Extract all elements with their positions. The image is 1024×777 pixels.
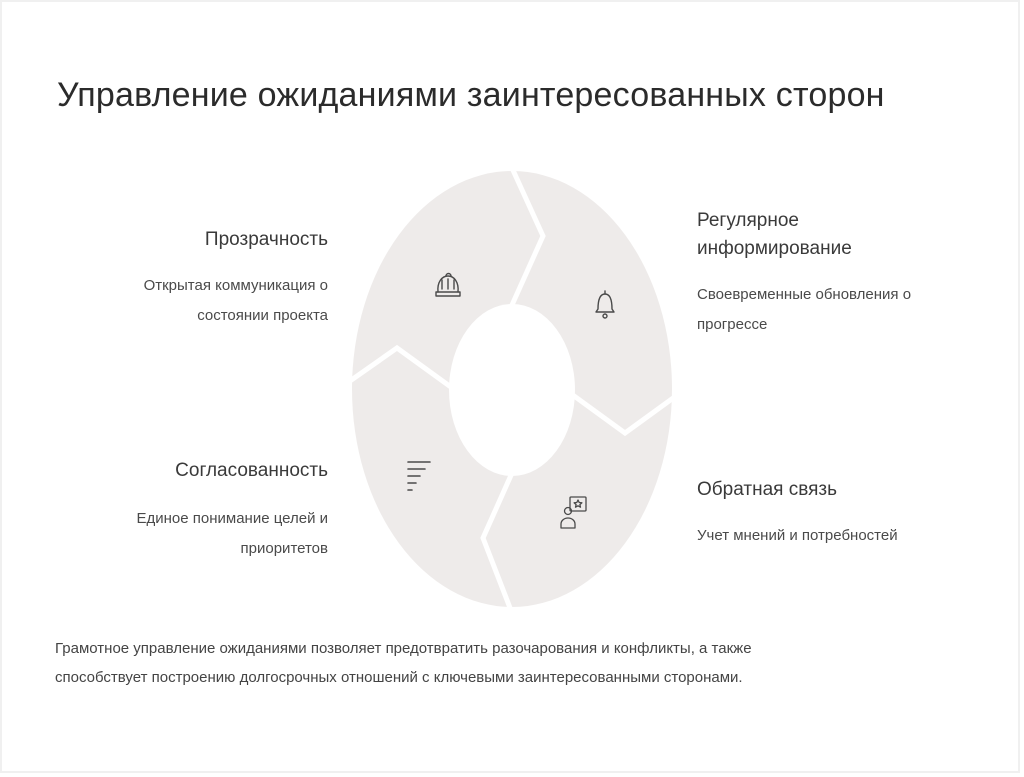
informing-heading-line1: Регулярное xyxy=(697,210,799,231)
transparency-desc-line1: Открытая коммуникация о xyxy=(143,277,328,294)
transparency-heading: Прозрачность xyxy=(204,229,328,250)
summary-text xyxy=(55,634,955,692)
alignment-heading: Согласованность xyxy=(175,460,328,481)
block-transparency xyxy=(80,226,328,331)
summary-line1: Грамотное управление ожиданиями позволяет предотвратить разочарования и конфликты, а также xyxy=(55,640,752,657)
block-informing xyxy=(697,207,997,340)
transparency-desc-line2: состоянии проекта xyxy=(197,307,328,324)
informing-desc-line1: Своевременные обновления о xyxy=(697,286,912,303)
feedback-heading: Обратная связь xyxy=(697,479,837,500)
block-alignment xyxy=(80,457,328,564)
cycle-diagram xyxy=(340,168,680,613)
informing-heading-line2: информирование xyxy=(697,238,852,259)
page-title: Управление ожиданиями заинтересованных сторон xyxy=(57,76,885,114)
block-feedback xyxy=(697,476,997,551)
informing-desc-line2: прогрессе xyxy=(697,316,768,333)
alignment-desc-line1: Единое понимание целей и xyxy=(136,510,328,527)
summary-line2: способствует построению долгосрочных отношений с ключевыми заинтересованными сторонами. xyxy=(55,669,743,686)
diagram-ring xyxy=(340,168,680,613)
feedback-desc-line1: Учет мнений и потребностей xyxy=(697,527,898,544)
alignment-desc-line2: приоритетов xyxy=(240,540,328,557)
